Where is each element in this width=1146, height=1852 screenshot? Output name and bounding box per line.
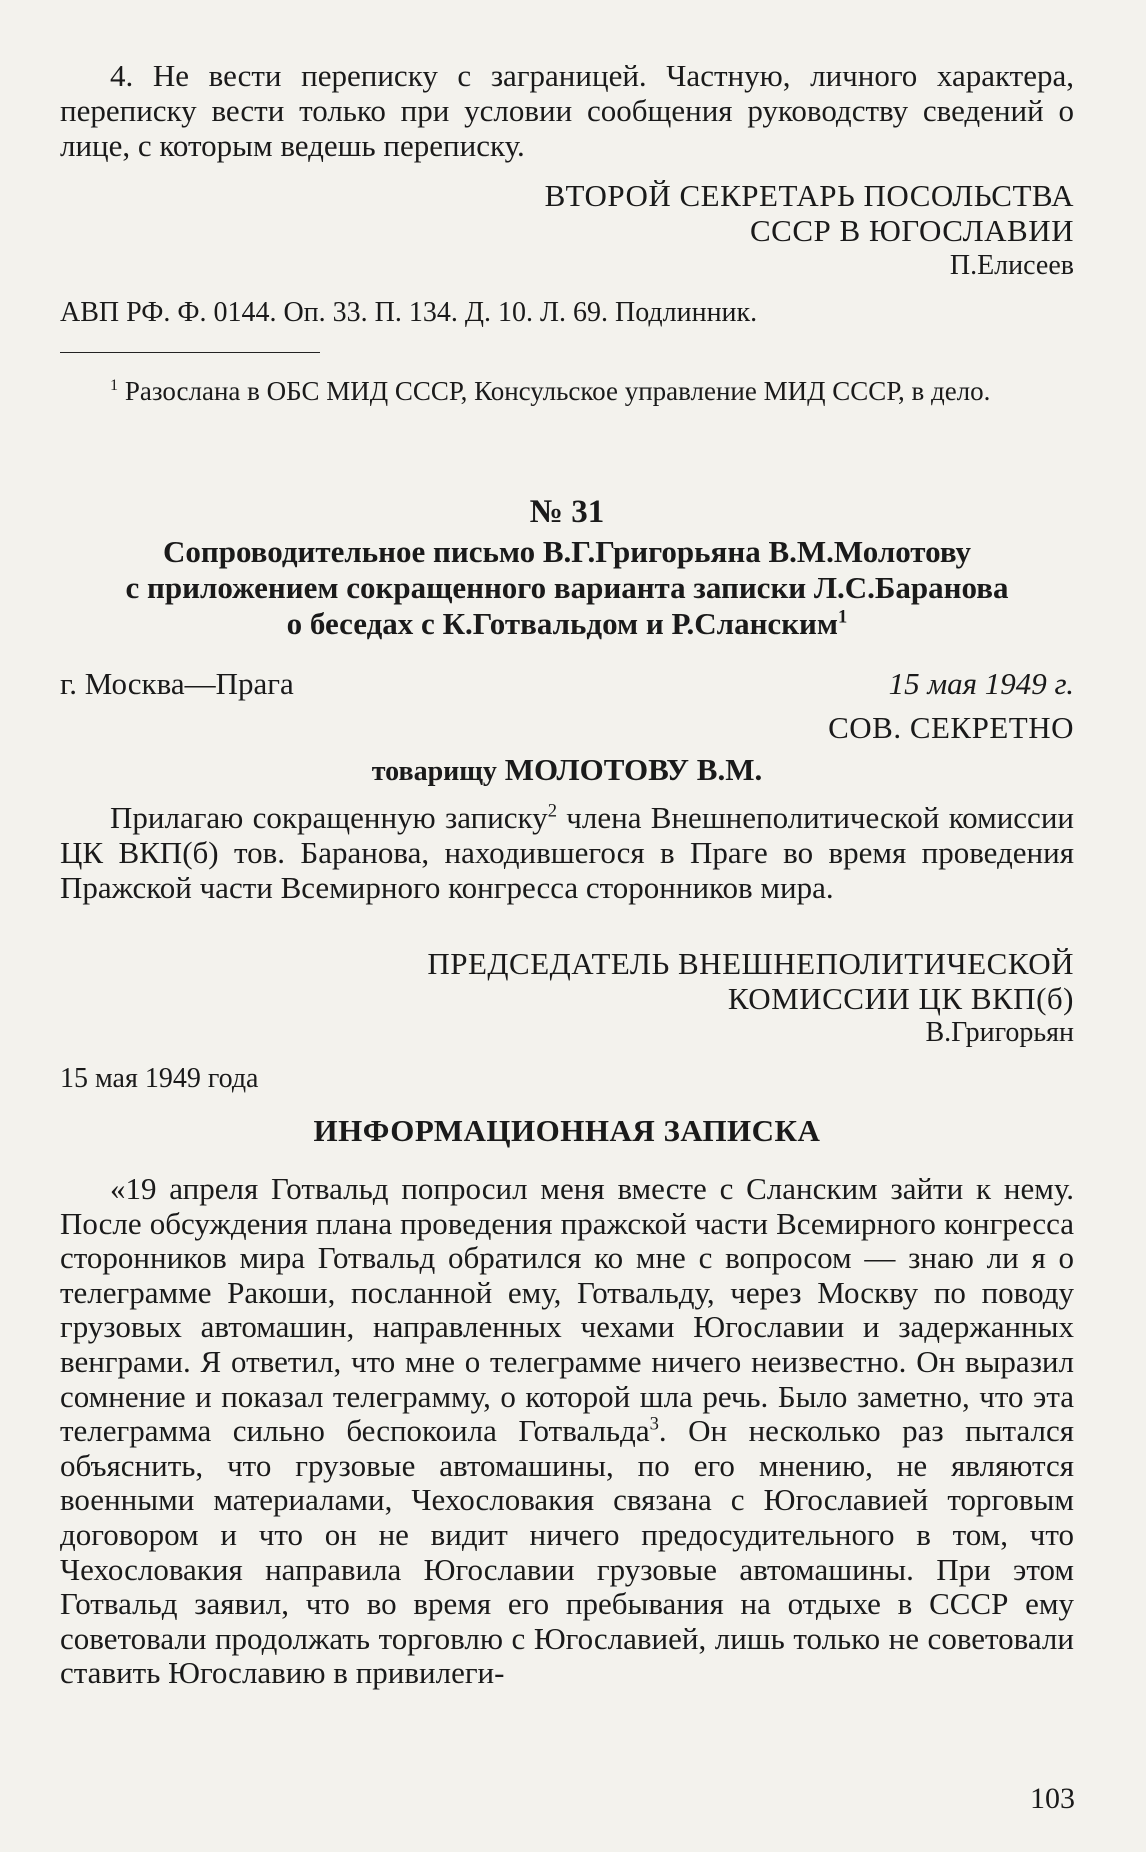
- signed-date: 15 мая 1949 года: [60, 1063, 259, 1094]
- document-date: 15 мая 1949 г.: [888, 666, 1074, 701]
- document-place: г. Москва—Прага: [60, 666, 294, 701]
- signer-title-line2: КОМИССИИ ЦК ВКП(б): [727, 981, 1074, 1016]
- cover-letter-paragraph: [60, 800, 1074, 905]
- page-number: 103: [1030, 1782, 1075, 1815]
- memo-paragraph: [60, 1172, 1074, 1691]
- signer-block: [60, 946, 1074, 1016]
- signer-name-block: [60, 1016, 1074, 1049]
- addressee-prefix: товарищу: [371, 756, 497, 787]
- footnote-body: Разослана в ОБС МИД СССР, Консульское управление МИД СССР, в дело.: [124, 376, 991, 406]
- intro-paragraph: 4. Не вести переписку с заграницей. Частную, личного характера, переписку вести только при условии сообщения руководству сведений о лице, с которым ведешь переписку.: [60, 58, 1074, 163]
- cover-letter-part1: Прилагаю сокращенную записку: [110, 800, 548, 835]
- cover-letter-mark: 2: [547, 800, 557, 822]
- signature1-name-block: [60, 249, 1074, 282]
- footnote-mark: 1: [110, 376, 119, 394]
- signature1-title-line1: ВТОРОЙ СЕКРЕТАРЬ ПОСОЛЬСТВА: [544, 178, 1074, 213]
- document-title-line3-text: о беседах с К.Готвальдом и Р.Сланским: [286, 606, 839, 641]
- memo-text-part2: . Он несколько раз пытался объяснить, что грузовые автомашины, по его мнению, не являются военными материалами, Чехословакия связана с Югославией торговым договором и что он не видит ничего предосудительного в том, что Чехословакия направила Югославии грузовые автомашины. При этом Готвальд заявил, что во время его пребывания на отдыхе в СССР ему советовали продолжать торговлю с Югославией, лишь только не советовали ставить Югославию в привилеги-: [60, 1413, 1074, 1691]
- footnote-block: [60, 375, 1074, 408]
- cover-letter-body: [60, 800, 1074, 905]
- signature1-title-line2: СССР В ЮГОСЛАВИИ: [750, 213, 1074, 248]
- document-number-block: [60, 495, 1074, 530]
- intro-block: [60, 58, 1074, 163]
- document-title-mark: 1: [838, 606, 848, 628]
- document-title-line3: [60, 606, 1074, 642]
- memo-body: [60, 1172, 1074, 1691]
- document-title-line1: Сопроводительное письмо В.Г.Григорьяна В.М.Молотову: [162, 534, 972, 569]
- memo-text-part1: «19 апреля Готвальд попросил меня вместе с Сланским зайти к нему. После обсуждения плана проведения пражской части Всемирного конгресса сторонников мира Готвальд обратился ко мне с вопросом — знаю ли я о телеграмме Ракоши, посланной ему, Готвальду, через Москву по поводу грузовых автомашин, направленных чехами Югославии и задержанных венграми. Я ответил, что мне о телеграмме ничего неизвестно. Он выразил сомнение и показал телеграмму, о которой шла речь. Было заметно, что эта телеграмма сильно беспокоила Готвальда: [60, 1171, 1074, 1449]
- memo-mark: 3: [649, 1413, 659, 1435]
- memo-heading-block: [60, 1113, 1074, 1148]
- place-date-row: [60, 666, 1074, 701]
- document-title-line2: с приложением сокращенного варианта записки Л.С.Баранова: [125, 570, 1009, 605]
- classification-block: [60, 710, 1074, 745]
- signature1-name: П.Елисеев: [949, 250, 1074, 281]
- classification-stamp: СОВ. СЕКРЕТНО: [828, 710, 1074, 745]
- document-title-block: [60, 534, 1074, 642]
- signature-block-1: [60, 178, 1074, 248]
- signed-date-block: [60, 1062, 1074, 1095]
- cover-letter-part2: члена Внешнеполитической комиссии ЦК ВКП(б) тов. Баранова, находившегося в Праге во время проведения Пражской части Всемирного конгресса сторонников мира.: [60, 800, 1074, 905]
- addressee-block: [60, 752, 1074, 789]
- signer-title-line1: ПРЕДСЕДАТЕЛЬ ВНЕШНЕПОЛИТИЧЕСКОЙ: [427, 946, 1074, 981]
- archive-ref-block: [60, 296, 1074, 329]
- memo-heading: ИНФОРМАЦИОННАЯ ЗАПИСКА: [313, 1113, 821, 1148]
- archive-reference: АВП РФ. Ф. 0144. Оп. 33. П. 134. Д. 10. Л. 69. Подлинник.: [60, 297, 758, 328]
- addressee-name: МОЛОТОВУ В.М.: [504, 752, 763, 787]
- footnote-text: [60, 375, 1074, 408]
- document-number: № 31: [529, 494, 605, 530]
- signer-name: В.Григорьян: [925, 1017, 1074, 1048]
- footnote-rule: [60, 352, 320, 353]
